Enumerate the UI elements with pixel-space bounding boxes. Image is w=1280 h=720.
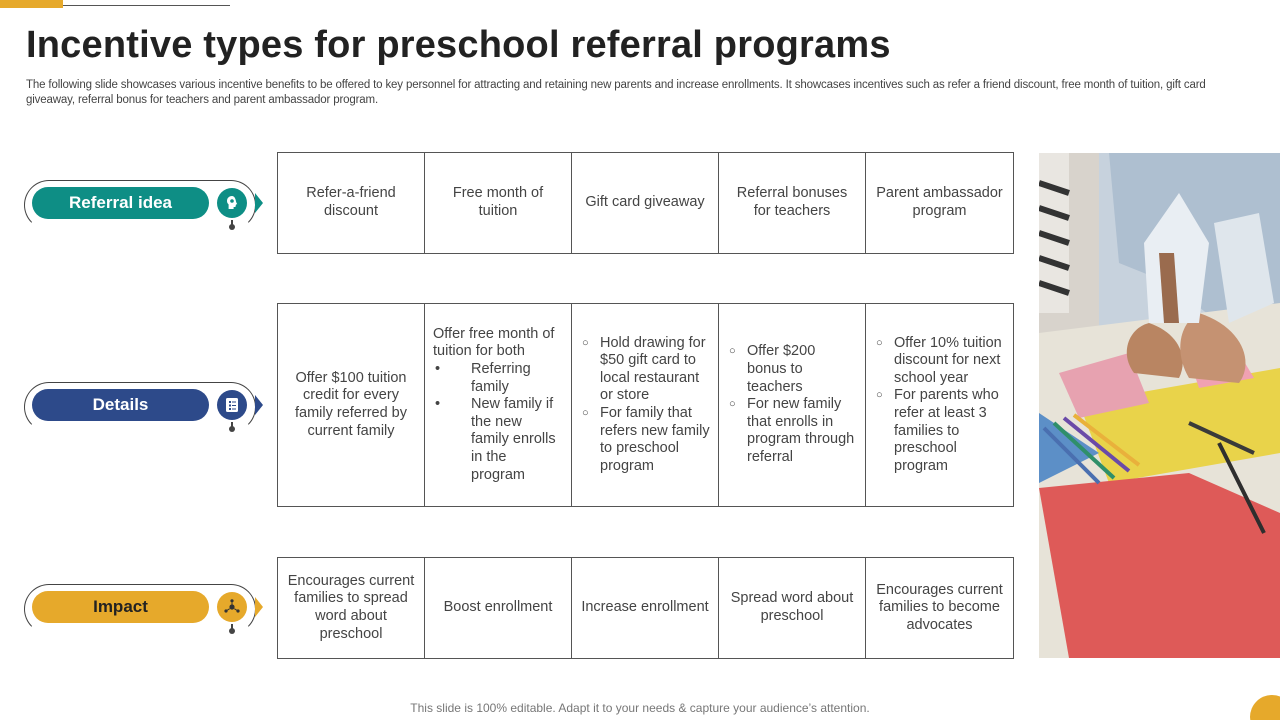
list-item-text: Hold drawing for $50 gift card to local restaurant or store (600, 334, 706, 404)
page-subtitle: The following slide showcases various incentive benefits to be offered to key personnel for attracting and retaining new parents and increase enrollments. It showcases incentives such as refer a friend discount, free month of tuition, gift card giveaway, referral bonus for teachers and parent ambassador program. (26, 79, 1206, 106)
impact-table (277, 557, 1014, 659)
details-cell (866, 304, 1013, 506)
list-item (433, 361, 563, 396)
top-divider-line (63, 5, 230, 6)
list-item (580, 335, 710, 405)
referral-idea-table (277, 152, 1014, 254)
impact-icon-holder (214, 589, 250, 625)
impact-pill: Impact (32, 591, 209, 623)
impact-cell: Increase enrollment (572, 558, 719, 658)
row-label-referral-idea (24, 180, 264, 230)
list-item (433, 396, 563, 484)
list-item-text: Offer $200 bonus to teachers (747, 343, 816, 395)
list-item-text: Offer 10% tuition discount for next school year (894, 334, 1002, 386)
details-icon-holder (214, 387, 250, 423)
list-item-text: For parents who refer at least 3 families to preschool program (894, 387, 999, 474)
referral-idea-pill: Referral idea (32, 187, 209, 219)
details-cell (572, 304, 719, 506)
impact-cell: Boost enrollment (425, 558, 572, 658)
impact-cell: Encourages current families to spread word about preschool (278, 558, 425, 658)
referral-idea-pointer (255, 193, 263, 213)
idea-cell: Gift card giveaway (572, 153, 719, 253)
list-item-text: For family that refers new family to preschool program (600, 405, 710, 474)
details-intro-text: Offer free month of tuition for both (433, 325, 555, 360)
list-item-text: New family if the new family enrolls in the program (471, 396, 556, 483)
details-cell: Offer $100 tuition credit for every family referred by current family (278, 304, 425, 506)
craft-activity-photo (1039, 153, 1280, 658)
row-label-details (24, 382, 264, 432)
list-item-text: Referring family (471, 361, 531, 395)
details-bullet-list (874, 335, 1005, 476)
idea-cell: Free month of tuition (425, 153, 572, 253)
top-accent-bar (0, 0, 63, 8)
list-item (727, 396, 857, 466)
details-bullet-list (580, 335, 710, 476)
list-item (580, 405, 710, 475)
page-title: Incentive types for preschool referral programs (26, 24, 891, 66)
list-item (727, 343, 857, 396)
list-item-text: For new family that enrolls in program through referral (747, 396, 855, 465)
idea-cell: Referral bonuses for teachers (719, 153, 866, 253)
details-cell (425, 304, 572, 506)
details-pointer (255, 395, 263, 415)
details-table (277, 303, 1014, 507)
connector-dot (229, 628, 235, 634)
impact-cell: Encourages current families to become advocates (876, 581, 1003, 633)
impact-pointer (255, 597, 263, 617)
details-bullet-list (727, 343, 857, 466)
corner-accent-circle (1250, 695, 1280, 720)
document-list-icon (217, 390, 247, 420)
details-pill: Details (32, 389, 209, 421)
connector-dot (229, 224, 235, 230)
network-people-icon (217, 592, 247, 622)
footer-note: This slide is 100% editable. Adapt it to your needs & capture your audience’s attention. (410, 701, 870, 715)
row-label-impact (24, 584, 264, 634)
list-item (874, 335, 1005, 388)
referral-idea-icon-holder (214, 185, 250, 221)
details-cell-content (433, 326, 563, 484)
list-item (874, 387, 1005, 475)
details-bullet-list (433, 361, 563, 484)
lightbulb-head-icon (217, 188, 247, 218)
details-cell (719, 304, 866, 506)
idea-cell: Refer-a-friend discount (278, 153, 425, 253)
impact-cell: Spread word about preschool (719, 558, 866, 658)
idea-cell: Parent ambassador program (876, 185, 1003, 219)
connector-dot (229, 426, 235, 432)
